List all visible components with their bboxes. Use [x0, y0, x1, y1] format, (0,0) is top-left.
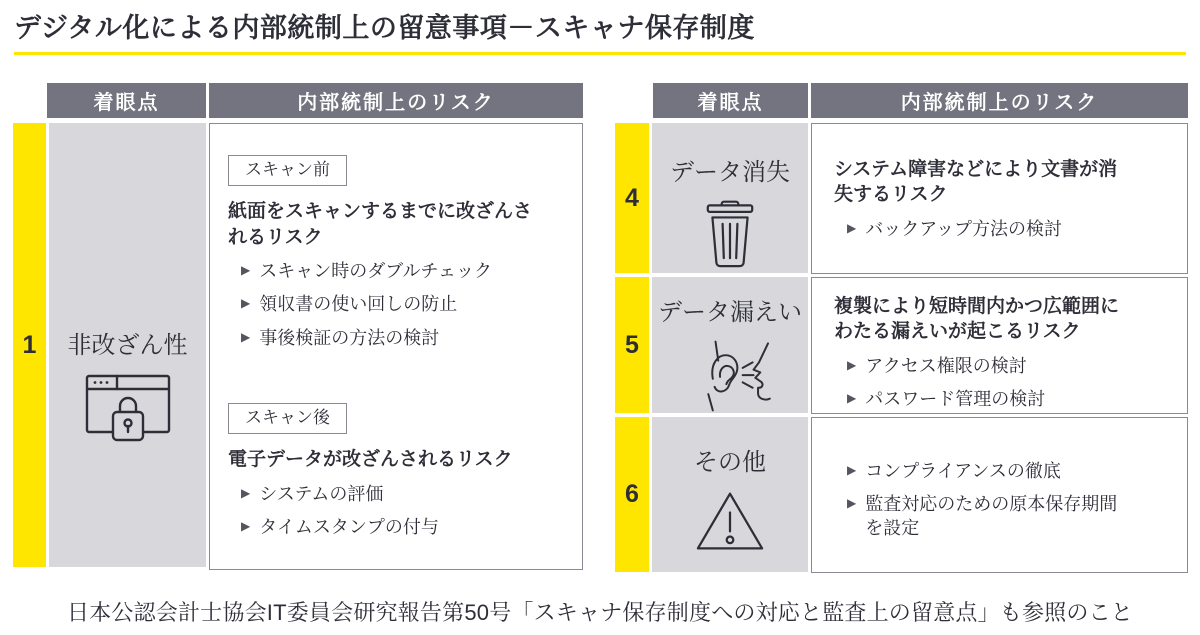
ear-whisper-icon: [688, 327, 772, 414]
bullet-text: パスワード管理の検討: [865, 388, 1046, 409]
right-header-focus: 着眼点: [653, 83, 808, 118]
risk-section-before-scan: [228, 155, 564, 350]
focus-label: 非改ざん性: [67, 332, 188, 359]
left-header-focus: 着眼点: [47, 83, 206, 118]
triangle-bullet-icon: ▶: [241, 485, 251, 500]
right-row-number: 6: [615, 417, 649, 572]
bullet-text: 事後検証の方法の検討: [259, 327, 440, 348]
right-focus-cell-data-loss: [652, 123, 808, 273]
browser-lock-icon: [84, 360, 172, 447]
focus-label: その他: [694, 449, 766, 476]
bullet-text: アクセス権限の検討: [865, 355, 1027, 376]
focus-label: データ漏えい: [658, 299, 802, 326]
section-tag: スキャン後: [228, 403, 347, 434]
right-risk-cell-data-leak: [811, 277, 1188, 414]
right-risk-cell-other: [811, 417, 1188, 573]
triangle-bullet-icon: ▶: [847, 496, 857, 511]
focus-label: データ消失: [670, 159, 790, 186]
triangle-bullet-icon: ▶: [241, 329, 251, 344]
risk-title: システム障害などにより文書が消失するリスク: [834, 159, 1118, 206]
risk-bullet: [228, 293, 564, 316]
triangle-bullet-icon: ▶: [241, 296, 251, 311]
left-risk-cell: [209, 123, 583, 570]
left-row-number: 1: [13, 123, 46, 567]
bullet-text: システムの評価: [259, 483, 384, 504]
warning-triangle-icon: [692, 477, 768, 554]
risk-bullet: [228, 483, 564, 506]
trash-icon: [700, 187, 760, 272]
risk-title: 紙面をスキャンするまでに改ざんされるリスク: [228, 201, 533, 248]
risk-bullet: [834, 460, 1169, 483]
risk-title: 複製により短時間内かつ広範囲にわたる漏えいが起こるリスク: [834, 296, 1120, 343]
title-underline: [14, 52, 1186, 55]
triangle-bullet-icon: ▶: [241, 519, 251, 534]
left-focus-cell: [49, 123, 206, 567]
risk-bullet: [834, 355, 1169, 378]
right-header-risk: 内部統制上のリスク: [811, 83, 1188, 118]
triangle-bullet-icon: ▶: [847, 463, 857, 477]
right-focus-cell-other: [652, 417, 808, 572]
risk-bullet: [834, 218, 1169, 241]
bullet-text: タイムスタンプの付与: [259, 517, 439, 538]
risk-title: 電子データが改ざんされるリスク: [228, 449, 513, 471]
section-tag: スキャン前: [228, 155, 347, 186]
footer-note: 日本公認会計士協会IT委員会研究報告第50号「スキャナ保存制度への対応と監査上の留意点」も参照のこと: [66, 600, 1134, 625]
bullet-text: バックアップ方法の検討: [865, 218, 1062, 239]
triangle-bullet-icon: ▶: [241, 262, 251, 277]
right-risk-cell-data-loss: [811, 123, 1188, 274]
bullet-text: 領収書の使い回しの防止: [259, 294, 458, 315]
triangle-bullet-icon: ▶: [847, 390, 857, 405]
risk-section-after-scan: [228, 403, 564, 539]
risk-bullet: [228, 327, 564, 350]
triangle-bullet-icon: ▶: [847, 357, 857, 372]
page-title: デジタル化による内部統制上の留意事項－スキャナ保存制度: [14, 13, 755, 43]
risk-bullet: [228, 516, 564, 539]
bullet-text: スキャン時のダブルチェック: [259, 260, 492, 281]
risk-bullet: [834, 388, 1169, 411]
bullet-text: コンプライアンスの徹底: [865, 461, 1061, 481]
right-focus-cell-data-leak: [652, 277, 808, 413]
left-header-risk: 内部統制上のリスク: [209, 83, 583, 118]
bullet-text: 監査対応のための原本保存期間を設定: [865, 494, 1118, 538]
right-row-number: 4: [615, 123, 649, 273]
right-row-number: 5: [615, 277, 649, 413]
triangle-bullet-icon: ▶: [847, 220, 857, 235]
risk-bullet: [834, 493, 1169, 540]
risk-bullet: [228, 260, 564, 283]
